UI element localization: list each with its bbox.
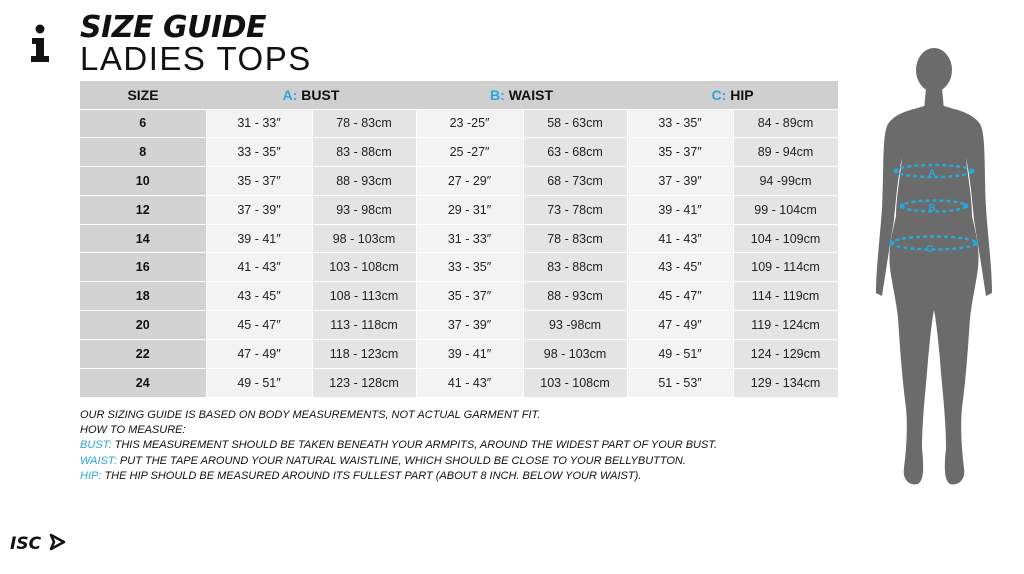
- bust-cm-cell: 123 - 128cm: [312, 368, 416, 397]
- bust-inches-cell: 39 - 41″: [206, 224, 312, 253]
- waist-cm-cell: 83 - 88cm: [523, 253, 627, 282]
- bust-cm-cell: 113 - 118cm: [312, 311, 416, 340]
- sizing-disclaimer: OUR SIZING GUIDE IS BASED ON BODY MEASUREMENTS, NOT ACTUAL GARMENT FIT.: [80, 409, 541, 421]
- hip-inches-cell: 41 - 43″: [627, 224, 733, 253]
- body-silhouette-icon: [866, 48, 998, 494]
- bust-key: BUST:: [80, 439, 112, 452]
- how-to-measure-heading: HOW TO MEASURE:: [80, 424, 186, 437]
- hip-inches-cell: 51 - 53″: [627, 368, 733, 397]
- hip-cm-cell: 89 - 94cm: [733, 138, 838, 167]
- size-cell: 8: [80, 138, 206, 167]
- size-cell: 22: [80, 339, 206, 368]
- bust-cm-cell: 78 - 83cm: [312, 109, 416, 138]
- size-table: [80, 81, 839, 397]
- bust-letter: A:: [282, 86, 298, 103]
- bust-inches-cell: 33 - 35″: [206, 138, 312, 167]
- bust-cm-cell: 93 - 98cm: [312, 195, 416, 224]
- waist-inches-cell: 31 - 33″: [416, 224, 523, 253]
- waist-inches-cell: 23 -25″: [416, 109, 523, 138]
- info-icon: [30, 24, 50, 62]
- hip-cm-cell: 119 - 124cm: [733, 311, 838, 340]
- hip-letter: C:: [711, 86, 727, 103]
- size-cell: 24: [80, 368, 206, 397]
- bust-inches-cell: 43 - 45″: [206, 282, 312, 311]
- waist-inches-cell: 33 - 35″: [416, 253, 523, 282]
- table-row: [80, 167, 838, 196]
- table-row: [80, 195, 838, 224]
- waist-cm-cell: 58 - 63cm: [523, 109, 627, 138]
- table-row: [80, 138, 838, 167]
- hip-cm-cell: 124 - 129cm: [733, 339, 838, 368]
- size-cell: 16: [80, 253, 206, 282]
- waist-key: WAIST:: [80, 454, 117, 467]
- hip-inches-cell: 43 - 45″: [627, 253, 733, 282]
- bust-inches-cell: 37 - 39″: [206, 195, 312, 224]
- bust-cm-cell: 83 - 88cm: [312, 138, 416, 167]
- hip-cm-cell: 129 - 134cm: [733, 368, 838, 397]
- bust-cm-cell: 88 - 93cm: [312, 167, 416, 196]
- waist-cm-cell: 98 - 103cm: [523, 339, 627, 368]
- hip-inches-cell: 45 - 47″: [627, 282, 733, 311]
- hip-cm-cell: 109 - 114cm: [733, 253, 838, 282]
- table-row: [80, 368, 838, 397]
- bust-inches-cell: 49 - 51″: [206, 368, 312, 397]
- hip-inches-cell: 33 - 35″: [627, 109, 733, 138]
- table-row: [80, 339, 838, 368]
- bust-instruction: [80, 438, 717, 453]
- waist-inches-cell: 35 - 37″: [416, 282, 523, 311]
- table-row: [80, 311, 838, 340]
- measurement-notes: [80, 408, 717, 484]
- bust-inches-cell: 47 - 49″: [206, 339, 312, 368]
- hip-cm-cell: 104 - 109cm: [733, 224, 838, 253]
- waist-inches-cell: 39 - 41″: [416, 339, 523, 368]
- waist-cm-cell: 88 - 93cm: [523, 282, 627, 311]
- figure-label-a: A: [928, 168, 936, 179]
- size-cell: 14: [80, 224, 206, 253]
- hip-cm-cell: 94 -99cm: [733, 167, 838, 196]
- bust-inches-cell: 35 - 37″: [206, 167, 312, 196]
- figure-label-b: B: [928, 203, 936, 214]
- hip-column-header: [627, 81, 838, 109]
- waist-cm-cell: 103 - 108cm: [523, 368, 627, 397]
- hip-inches-cell: 39 - 41″: [627, 195, 733, 224]
- hip-cm-cell: 114 - 119cm: [733, 282, 838, 311]
- size-cell: 6: [80, 109, 206, 138]
- size-cell: 20: [80, 311, 206, 340]
- waist-column-header: [416, 81, 627, 109]
- hip-inches-cell: 47 - 49″: [627, 311, 733, 340]
- waist-cm-cell: 63 - 68cm: [523, 138, 627, 167]
- waist-cm-cell: 73 - 78cm: [523, 195, 627, 224]
- bust-cm-cell: 98 - 103cm: [312, 224, 416, 253]
- bust-text: THIS MEASUREMENT SHOULD BE TAKEN BENEATH YOUR ARMPITS, AROUND THE WIDEST PART OF YOUR BUST.: [111, 439, 718, 452]
- hip-text: THE HIP SHOULD BE MEASURED AROUND ITS FULLEST PART (ABOUT 8 INCH. BELOW YOUR WAIST).: [101, 469, 642, 482]
- table-row: [80, 253, 838, 282]
- hip-label: HIP: [730, 86, 754, 103]
- waist-cm-cell: 78 - 83cm: [523, 224, 627, 253]
- waist-inches-cell: 41 - 43″: [416, 368, 523, 397]
- bust-label: BUST: [301, 86, 340, 103]
- waist-cm-cell: 93 -98cm: [523, 311, 627, 340]
- waist-inches-cell: 29 - 31″: [416, 195, 523, 224]
- waist-inches-cell: 25 -27″: [416, 138, 523, 167]
- bust-inches-cell: 31 - 33″: [206, 109, 312, 138]
- hip-inches-cell: 37 - 39″: [627, 167, 733, 196]
- hip-inches-cell: 35 - 37″: [627, 138, 733, 167]
- bust-inches-cell: 45 - 47″: [206, 311, 312, 340]
- isc-logo: [10, 530, 68, 554]
- waist-text: PUT THE TAPE AROUND YOUR NATURAL WAISTLINE, WHICH SHOULD BE CLOSE TO YOUR BELLYBUTTON.: [116, 454, 686, 467]
- page-subtitle: LADIES TOPS: [80, 40, 312, 77]
- waist-instruction: [80, 454, 717, 469]
- figure-label-c: C: [926, 244, 934, 255]
- bust-cm-cell: 108 - 113cm: [312, 282, 416, 311]
- page-title: SIZE GUIDE: [80, 10, 267, 45]
- logo-text: ISC: [10, 534, 42, 554]
- bust-cm-cell: 118 - 123cm: [312, 339, 416, 368]
- size-cell: 12: [80, 195, 206, 224]
- size-cell: 18: [80, 282, 206, 311]
- bust-inches-cell: 41 - 43″: [206, 253, 312, 282]
- hip-instruction: [80, 469, 717, 484]
- hip-cm-cell: 99 - 104cm: [733, 195, 838, 224]
- table-row: [80, 282, 838, 311]
- waist-cm-cell: 68 - 73cm: [523, 167, 627, 196]
- table-row: [80, 109, 838, 138]
- hip-cm-cell: 84 - 89cm: [733, 109, 838, 138]
- hip-inches-cell: 49 - 51″: [627, 339, 733, 368]
- bust-column-header: [206, 81, 416, 109]
- table-header-row: [80, 81, 838, 109]
- size-cell: 10: [80, 167, 206, 196]
- size-column-header: SIZE: [80, 81, 206, 109]
- bust-cm-cell: 103 - 108cm: [312, 253, 416, 282]
- waist-label: WAIST: [508, 86, 554, 103]
- waist-letter: B:: [490, 86, 505, 103]
- hip-key: HIP:: [80, 469, 102, 482]
- table-row: [80, 224, 838, 253]
- waist-inches-cell: 27 - 29″: [416, 167, 523, 196]
- waist-inches-cell: 37 - 39″: [416, 311, 523, 340]
